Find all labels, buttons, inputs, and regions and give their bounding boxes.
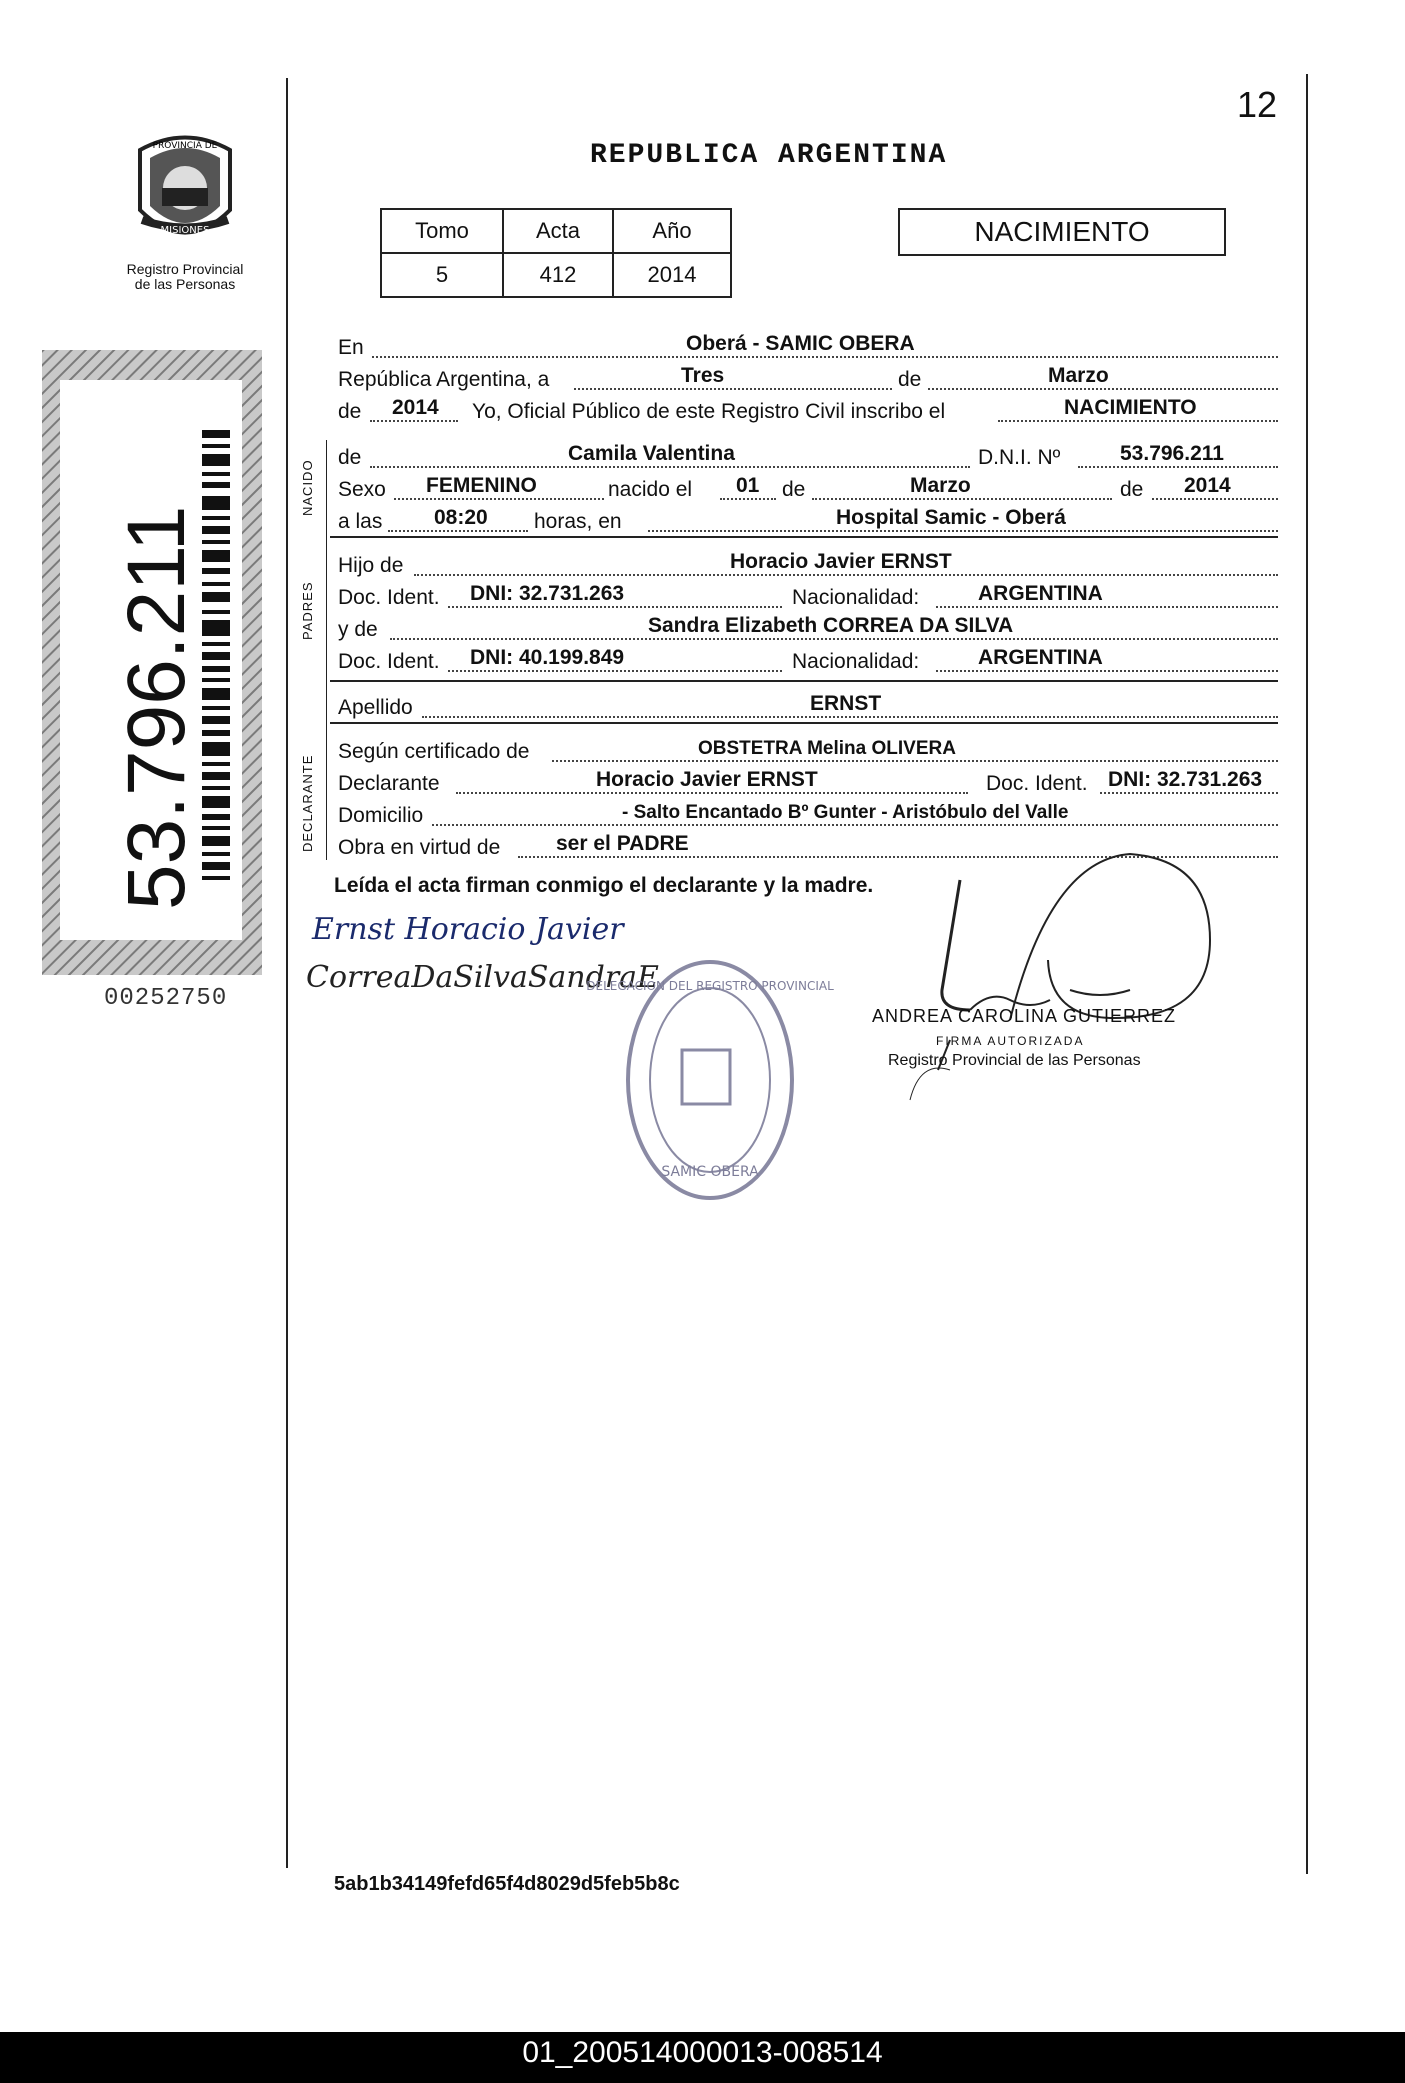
dots bbox=[1078, 466, 1278, 468]
registry-caption bbox=[100, 262, 270, 292]
dots bbox=[448, 606, 782, 608]
dots bbox=[432, 824, 1278, 826]
row-date bbox=[336, 366, 1278, 394]
dots bbox=[936, 606, 1278, 608]
label-nacionalidad-mother: Nacionalidad: bbox=[792, 650, 920, 673]
dots bbox=[720, 498, 776, 500]
dots bbox=[998, 420, 1278, 422]
value-birth-year: 2014 bbox=[1184, 474, 1231, 497]
label-y-de: y de bbox=[338, 618, 378, 641]
value-hospital: Hospital Samic - Oberá bbox=[836, 506, 1066, 529]
dots bbox=[372, 356, 1278, 358]
footer-id: 01_200514000013-008514 bbox=[522, 2036, 883, 2069]
right-margin-line bbox=[1306, 74, 1308, 1874]
value-mother: Sandra Elizabeth CORREA DA SILVA bbox=[648, 614, 1014, 637]
row-sex bbox=[336, 476, 1278, 504]
handwritten-signature-father: Ernst Horacio Javier bbox=[312, 912, 624, 947]
anio-value: 2014 bbox=[613, 253, 731, 297]
handwritten-signature-mother: CorreaDaSilvaSandraE bbox=[306, 960, 659, 995]
official-organization: Registro Provincial de las Personas bbox=[888, 1052, 1141, 1069]
anio-header: Año bbox=[613, 209, 731, 253]
dots bbox=[390, 638, 1278, 640]
official-signature bbox=[930, 840, 1220, 1140]
dots bbox=[552, 760, 1278, 762]
value-certificate: OBSTETRA Melina OLIVERA bbox=[698, 738, 956, 759]
value-dni: 53.796.211 bbox=[1120, 442, 1224, 465]
label-republica: República Argentina, a bbox=[338, 368, 550, 391]
label-domicilio: Domicilio bbox=[338, 804, 424, 827]
separator-3 bbox=[330, 722, 1278, 724]
dots bbox=[812, 498, 1112, 500]
section-nacido: NACIDO bbox=[300, 459, 315, 516]
acta-header: Acta bbox=[503, 209, 613, 253]
value-birth-day: 01 bbox=[736, 474, 760, 497]
row-mother-doc bbox=[336, 648, 1278, 676]
tomo-header: Tomo bbox=[381, 209, 503, 253]
section-declarante: DECLARANTE bbox=[300, 754, 315, 852]
label-segun: Según certificado de bbox=[338, 740, 530, 763]
official-name: ANDREA CAROLINA GUTIERREZ bbox=[872, 1006, 1177, 1026]
value-declarant-doc: DNI: 32.731.263 bbox=[1108, 768, 1263, 791]
misiones-seal-icon bbox=[120, 130, 250, 250]
row-father bbox=[336, 552, 1278, 580]
dots bbox=[388, 530, 528, 532]
value-surname: ERNST bbox=[810, 692, 882, 715]
row-place bbox=[336, 334, 1278, 362]
dots bbox=[1100, 792, 1278, 794]
row-father-doc bbox=[336, 584, 1278, 612]
country-title: REPUBLICA ARGENTINA bbox=[590, 140, 948, 171]
value-declarant: Horacio Javier ERNST bbox=[596, 768, 818, 791]
label-nacionalidad: Nacionalidad: bbox=[792, 586, 920, 609]
label-doc-ident-declarant: Doc. Ident. bbox=[986, 772, 1088, 795]
section-rule bbox=[326, 440, 327, 860]
official-stamp bbox=[586, 950, 834, 1220]
value-obra: ser el PADRE bbox=[556, 832, 689, 855]
dots bbox=[928, 388, 1278, 390]
value-name: Camila Valentina bbox=[568, 442, 735, 465]
dots bbox=[574, 388, 892, 390]
label-en: En bbox=[338, 336, 364, 359]
label-hijo-de: Hijo de bbox=[338, 554, 404, 577]
value-month: Marzo bbox=[1048, 364, 1109, 387]
label-horas-en: horas, en bbox=[534, 510, 622, 533]
value-birth-month: Marzo bbox=[910, 474, 971, 497]
registry-table bbox=[380, 208, 732, 298]
row-certificate bbox=[336, 738, 1278, 766]
caption-line-2: de las Personas bbox=[134, 276, 236, 292]
value-act: NACIMIENTO bbox=[1064, 396, 1197, 419]
label-declarante: Declarante bbox=[338, 772, 440, 795]
official-role: FIRMA AUTORIZADA bbox=[936, 1034, 1085, 1048]
seal-text-bottom: MISIONES bbox=[160, 225, 210, 236]
dots bbox=[370, 466, 970, 468]
row-surname bbox=[336, 694, 1278, 722]
label-de-anio: de bbox=[1120, 478, 1144, 501]
acta-value: 412 bbox=[503, 253, 613, 297]
row-act bbox=[336, 398, 1278, 426]
dots bbox=[1152, 498, 1278, 500]
row-time bbox=[336, 508, 1278, 536]
label-doc-ident-mother: Doc. Ident. bbox=[338, 650, 440, 673]
label-de-year: de bbox=[338, 400, 362, 423]
label-de-name: de bbox=[338, 446, 362, 469]
dots bbox=[370, 420, 458, 422]
closing-statement: Leída el acta firman conmigo el declarante y la madre. bbox=[334, 874, 874, 897]
record-type-box: NACIMIENTO bbox=[898, 208, 1226, 256]
value-sex: FEMENINO bbox=[426, 474, 537, 497]
separator-1 bbox=[330, 536, 1278, 538]
caption-line-1: Registro Provincial bbox=[126, 261, 244, 277]
label-doc-ident: Doc. Ident. bbox=[338, 586, 440, 609]
value-day: Tres bbox=[681, 364, 725, 387]
label-obra: Obra en virtud de bbox=[338, 836, 501, 859]
value-father-nat: ARGENTINA bbox=[978, 582, 1103, 605]
row-address bbox=[336, 802, 1278, 830]
row-name bbox=[336, 444, 1278, 472]
label-de: de bbox=[898, 368, 922, 391]
left-margin-line bbox=[286, 78, 288, 1868]
label-nacido-el: nacido el bbox=[608, 478, 693, 501]
value-father-doc: DNI: 32.731.263 bbox=[470, 582, 625, 605]
value-year: 2014 bbox=[392, 396, 439, 419]
label-sexo: Sexo bbox=[338, 478, 386, 501]
value-address: - Salto Encantado Bº Gunter - Aristóbulo del Valle bbox=[622, 802, 1069, 823]
dots bbox=[422, 716, 1278, 718]
value-time: 08:20 bbox=[434, 506, 488, 529]
label-oficial: Yo, Oficial Público de este Registro Civil inscribo el bbox=[472, 400, 946, 423]
page-number: 12 bbox=[1237, 84, 1278, 125]
document-hash: 5ab1b34149fefd65f4d8029d5feb5b8c bbox=[334, 1873, 680, 1895]
dots bbox=[456, 792, 968, 794]
dots bbox=[936, 670, 1278, 672]
label-a-las: a las bbox=[338, 510, 383, 533]
label-apellido: Apellido bbox=[338, 696, 413, 719]
value-mother-nat: ARGENTINA bbox=[978, 646, 1103, 669]
serial-number: 00252750 bbox=[104, 985, 228, 1012]
tomo-value: 5 bbox=[381, 253, 503, 297]
barcode-sticker bbox=[42, 350, 262, 975]
dots bbox=[448, 670, 782, 672]
stamp-text: DELEGACION DEL REGISTRO PROVINCIAL bbox=[586, 979, 834, 993]
row-mother bbox=[336, 616, 1278, 644]
section-padres: PADRES bbox=[300, 581, 315, 640]
separator-2 bbox=[330, 680, 1278, 682]
barcode-dni-text: 53.796.211 bbox=[111, 505, 202, 910]
value-mother-doc: DNI: 40.199.849 bbox=[470, 646, 625, 669]
label-de-mes: de bbox=[782, 478, 806, 501]
row-declarant bbox=[336, 770, 1278, 798]
stamp-bottom: SAMIC OBERA bbox=[661, 1164, 759, 1180]
value-place: Oberá - SAMIC OBERA bbox=[686, 332, 915, 355]
dots bbox=[394, 498, 604, 500]
dots bbox=[414, 574, 1278, 576]
seal-text-top: PROVINCIA DE bbox=[152, 141, 218, 151]
label-dni: D.N.I. Nº bbox=[978, 446, 1061, 469]
value-father: Horacio Javier ERNST bbox=[730, 550, 952, 573]
dots bbox=[648, 530, 1278, 532]
